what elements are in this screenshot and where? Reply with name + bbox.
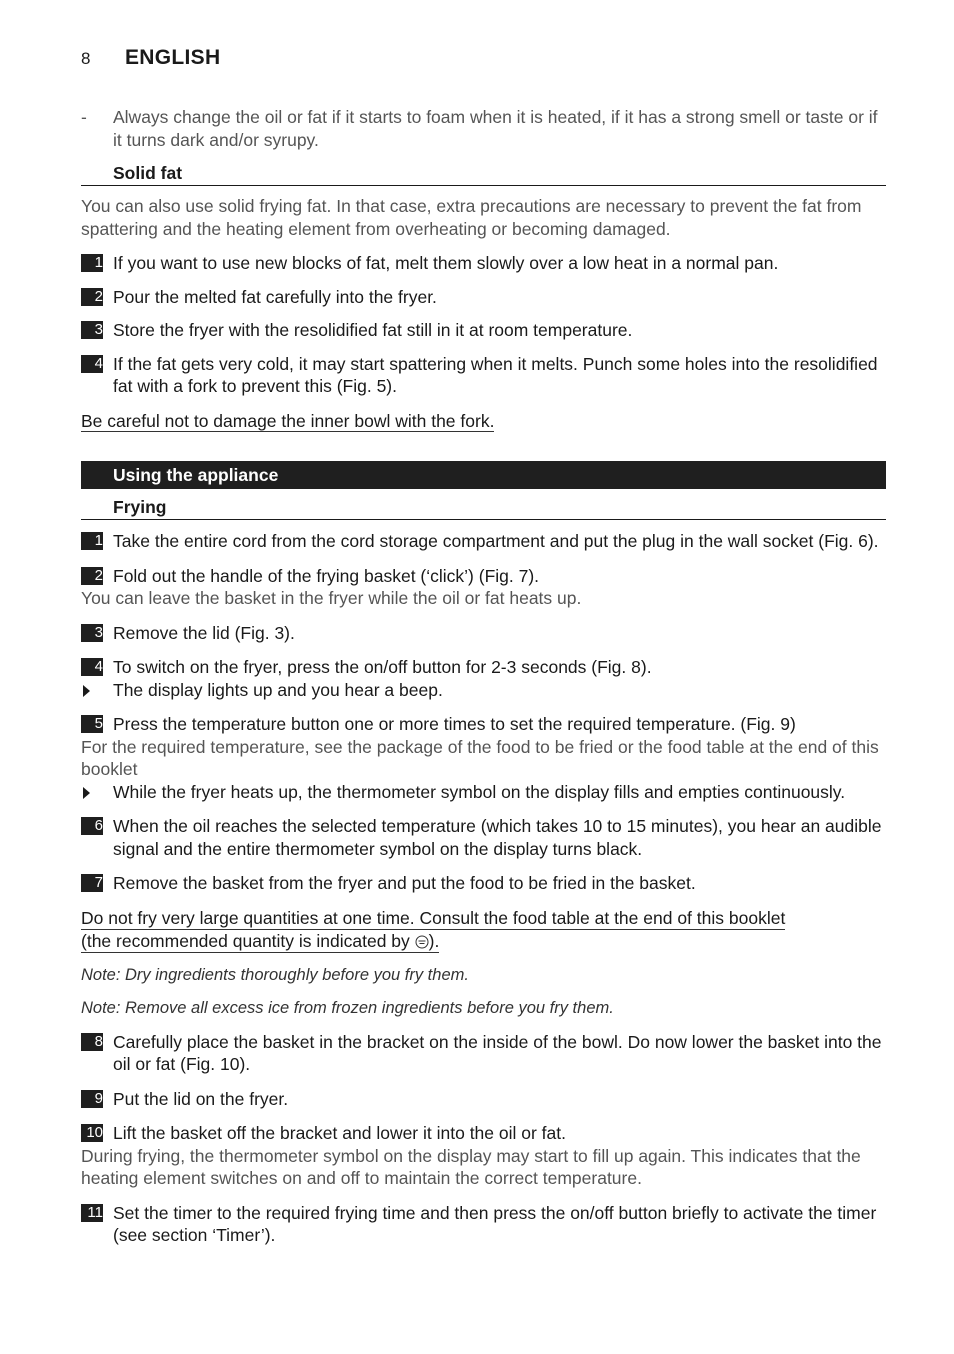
step-text: If you want to use new blocks of fat, melt them slowly over a low heat in a normal pan. [113,253,779,273]
step-number-badge: 5 [81,715,103,733]
step-number-badge: 8 [81,1033,103,1051]
step-text: Store the fryer with the resolidified fat still in it at room temperature. [113,320,633,340]
fork-caution-text: Be careful not to damage the inner bowl with the fork. [81,410,495,431]
solid-fat-intro: You can also use solid frying fat. In that case, extra precautions are necessary to prevent the fat from spattering and the heating element from overheating or becoming damaged. [81,196,862,239]
frying-heading: Frying [81,496,886,520]
frying-step-10 [81,1122,886,1145]
frying-step-4-result [81,679,886,702]
frying-step-7 [81,872,886,895]
quantity-pot-icon [415,935,429,949]
page-header [81,46,220,76]
frying-step-5-note: For the required temperature, see the package of the food to be fried or the food table at the end of this booklet [81,736,879,779]
step-text: Put the lid on the fryer. [113,1088,289,1109]
frying-step-5 [81,713,886,736]
step-text: Carefully place the basket in the bracket on the inside of the bowl. Do now lower the basket into the oil or fat (Fig. 10). [113,1031,882,1074]
step-text: Lift the basket off the bracket and lower it into the oil or fat. [113,1123,566,1143]
step-text: Set the timer to the required frying time and then press the on/off button briefly to activate the timer (see section ‘Timer’). [113,1202,877,1245]
intro-dash-text: Always change the oil or fat if it starts to foam when it is heated, if it has a strong smell or taste or if it turns dark and/or syrupy. [113,107,878,150]
dash-marker: - [81,107,87,127]
step-number-badge: 4 [81,658,103,676]
step-number-badge: 11 [81,1204,103,1222]
quantity-caution-line-2 [81,930,439,953]
solid-fat-step-3 [81,319,886,342]
page-content [81,106,886,1247]
step-number-badge: 2 [81,288,103,306]
solid-fat-step-2 [81,286,886,309]
solid-fat-step-4 [81,353,886,398]
step-number-badge: 4 [81,355,103,373]
step-text: If the fat gets very cold, it may start spattering when it melts. Punch some holes into the resolidified fat with a fork to prevent this (Fig. 5). [113,353,878,396]
frying-step-10-note: During frying, the thermometer symbol on the display may start to fill up again. This indicates that the heating element switches on and off to maintain the correct temperature. [81,1145,861,1188]
step-text: Take the entire cord from the cord storage compartment and put the plug in the wall socket (Fig. 6). [113,531,879,551]
note-remove-ice: Note: Remove all excess ice from frozen ingredients before you fry them. [81,999,614,1017]
page-number: 8 [81,49,91,68]
frying-step-11 [81,1202,886,1247]
frying-step-2 [81,565,886,588]
step-text: To switch on the fryer, press the on/off button for 2-3 seconds (Fig. 8). [113,657,652,677]
result-arrow-icon [83,685,90,697]
caution-line-2-start: (the recommended quantity is indicated by [81,930,415,951]
step-number-badge: 7 [81,874,103,892]
frying-step-9 [81,1088,886,1111]
quantity-caution [81,907,886,953]
solid-fat-heading: Solid fat [81,162,886,186]
frying-step-3 [81,622,886,645]
result-text: While the fryer heats up, the thermometer symbol on the display fills and empties continuously. [113,781,846,802]
result-arrow-icon [83,787,90,799]
frying-step-6 [81,815,886,860]
caution-line-2-end: ). [428,930,440,951]
using-appliance-banner: Using the appliance [81,461,886,489]
step-number-badge: 6 [81,817,103,835]
solid-fat-step-1 [81,252,886,275]
step-text: Remove the basket from the fryer and put the food to be fried in the basket. [113,873,696,893]
step-number-badge: 9 [81,1090,103,1108]
step-text: Remove the lid (Fig. 3). [113,622,295,643]
frying-step-8 [81,1031,886,1076]
frying-step-2-note: You can leave the basket in the fryer while the oil or fat heats up. [81,588,582,608]
step-text: Pour the melted fat carefully into the fryer. [113,286,437,307]
language-title: ENGLISH [125,46,221,69]
note-dry-ingredients: Note: Dry ingredients thoroughly before you fry them. [81,965,469,984]
step-text: Press the temperature button one or more times to set the required temperature. (Fig. 9) [113,714,796,734]
frying-step-1 [81,530,886,553]
step-text: When the oil reaches the selected temperature (which takes 10 to 15 minutes), you hear an audible signal and the entire thermometer symbol on the display turns black. [113,816,882,859]
step-number-badge: 1 [81,532,103,550]
result-text: The display lights up and you hear a beep. [113,679,443,700]
step-text: Fold out the handle of the frying basket (‘click’) (Fig. 7). [113,565,540,586]
frying-step-4 [81,656,886,679]
step-number-badge: 3 [81,321,103,339]
step-number-badge: 3 [81,624,103,642]
frying-step-5-result [81,781,886,804]
fork-caution [81,410,886,433]
quantity-caution-line-1: Do not fry very large quantities at one time. Consult the food table at the end of this booklet [81,907,786,928]
step-number-badge: 2 [81,567,103,585]
intro-dash-item [81,106,886,151]
step-number-badge: 10 [81,1124,103,1142]
step-number-badge: 1 [81,254,103,272]
